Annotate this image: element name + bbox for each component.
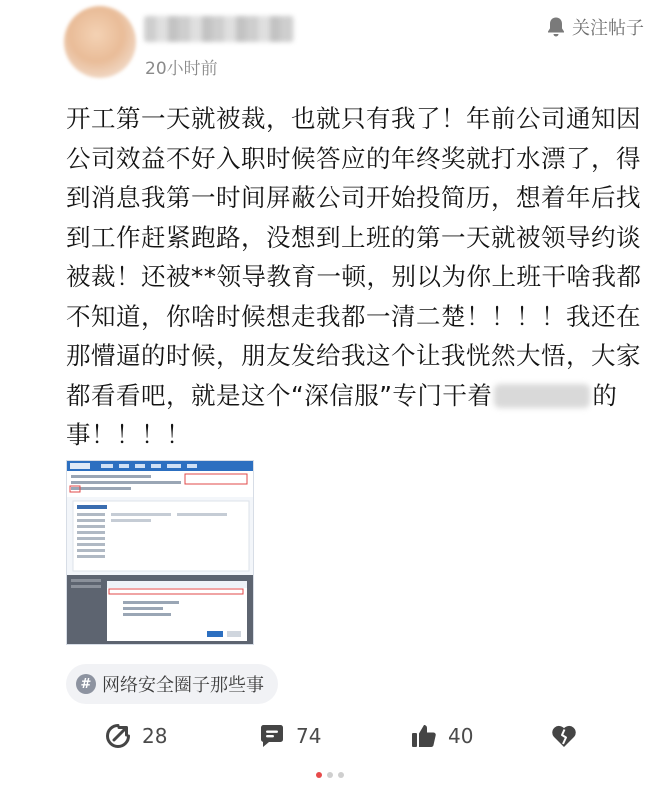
carousel-dot[interactable] [327,772,333,778]
post-text-main: 开工第一天就被裁，也就只有我了！年前公司通知因公司效益不好入职时候答应的年终奖就打水漂了，得到消息我第一时间屏蔽公司开始投简历，想着年后找到工作赶紧跑路，没想到上班的第一天就被领导约谈被裁！还被**领导教育一顿，别以为你上班干啥我都不知道，你啥时候想走我都一清二楚！！！！我还在那懵逼的时候，朋友发给我这个让我恍然大悟，大家都看看吧，就是这个“深信服”专门干着 [66,104,642,410]
post-body [66,99,648,455]
like-count: 40 [448,724,474,748]
bell-icon [546,16,566,38]
hash-icon: # [76,674,96,694]
post-time: 20小时前 [145,59,218,79]
avatar[interactable] [64,6,136,78]
carousel-dot[interactable] [338,772,344,778]
comment-button[interactable] [258,722,321,750]
share-icon [104,722,132,750]
share-count: 28 [142,724,168,748]
carousel-dot-active[interactable] [316,772,322,778]
screenshot-preview-graphic [67,461,253,644]
like-button[interactable] [410,722,473,750]
censored-word-blur [494,384,590,408]
carousel-dots [0,772,660,778]
username-blurred[interactable] [144,16,294,42]
comment-count: 74 [296,724,322,748]
topic-tag-label: 网络安全圈子那些事 [102,675,264,696]
comment-icon [258,722,286,750]
topic-tag[interactable] [66,664,278,704]
follow-label: 关注帖子 [572,18,644,39]
broken-heart-icon [550,722,578,750]
share-button[interactable] [104,722,167,750]
attached-screenshot-thumbnail[interactable] [66,460,254,645]
action-bar [0,722,660,762]
dislike-button[interactable] [550,722,578,750]
follow-post-button[interactable] [546,14,644,40]
thumbs-up-icon [410,722,438,750]
post-header [0,0,660,90]
post-text-end: 的事！！！！ [66,380,618,449]
